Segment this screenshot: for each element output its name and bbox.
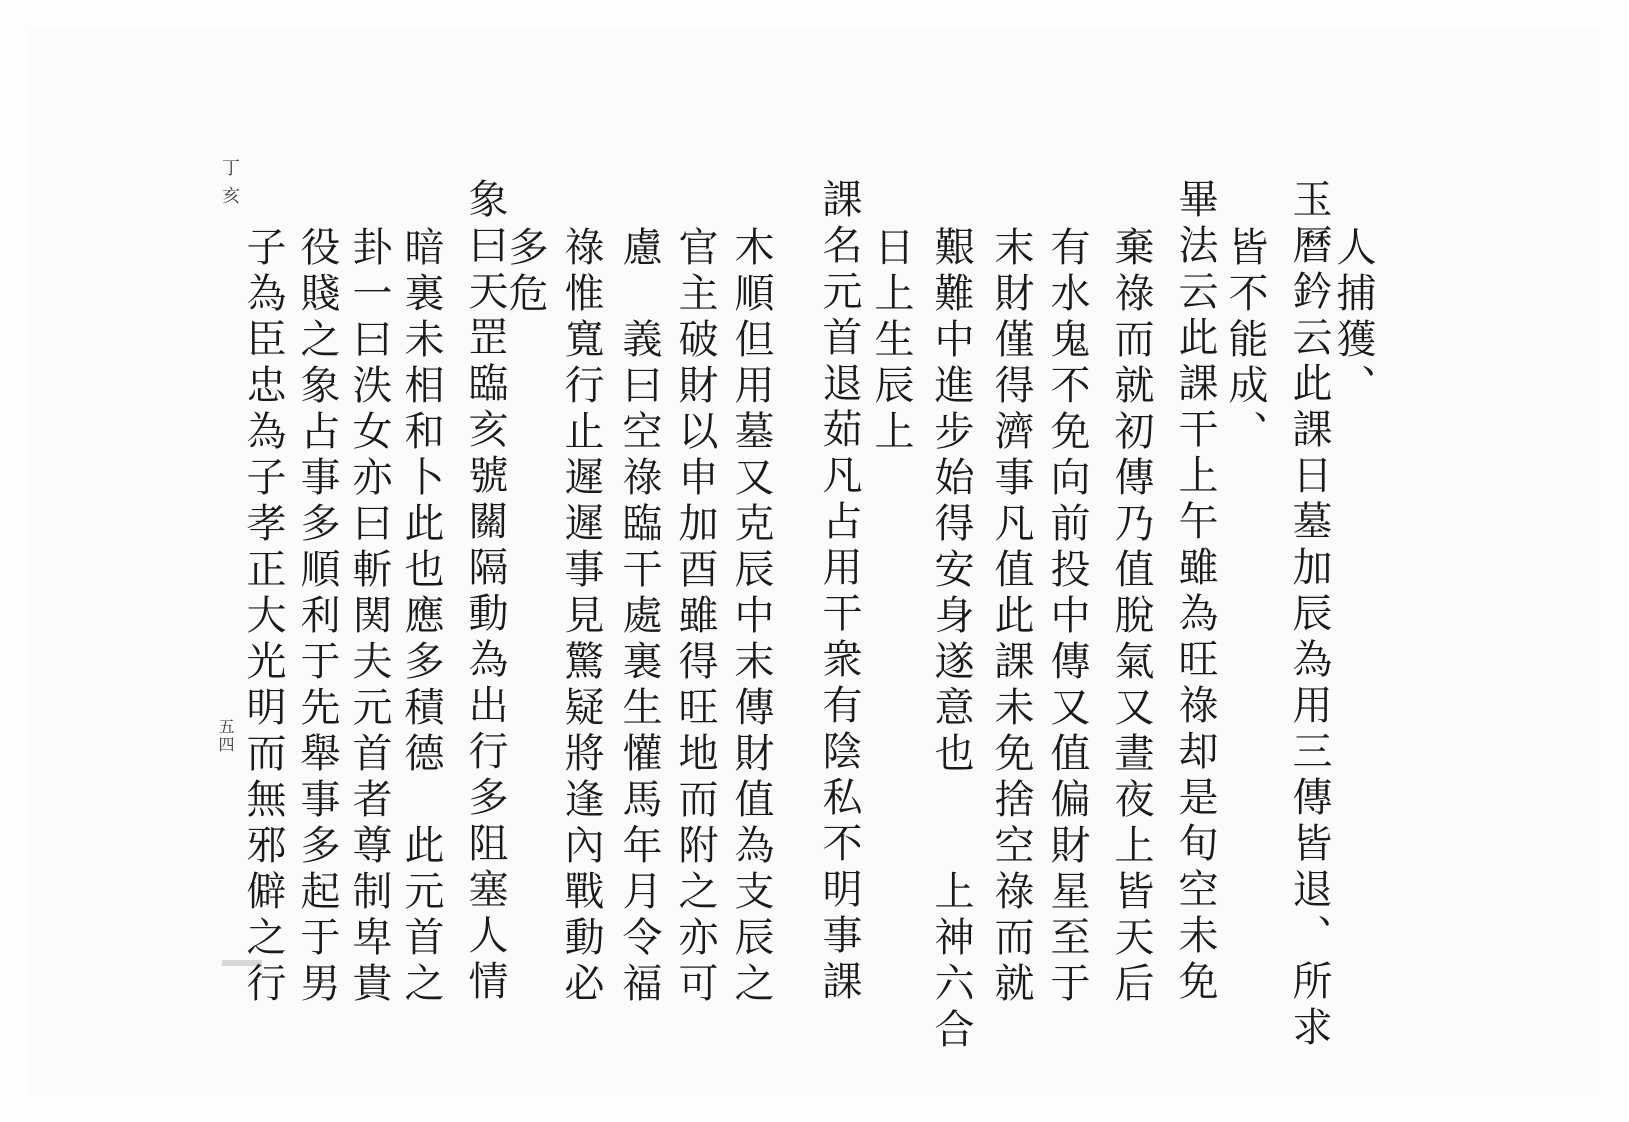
- text-column-2: 玉曆鈐云此課日墓加辰為用三傳皆退、所求: [1286, 178, 1332, 1052]
- text-column-20: 子為臣忠為子孝正大光明而無邪僻之行: [240, 226, 286, 1008]
- text-column-19: 役賤之象占事多順利于先舉事多起于男: [294, 226, 340, 1008]
- text-column-10: 課名元首退茹凡占用干衆有陰私不明事課: [816, 178, 862, 1006]
- text-column-6: 有水鬼不免向前投中傳又值偏財星至于: [1044, 226, 1090, 1008]
- text-column-5: 棄祿而就初傳乃值脫氣又晝夜上皆天后: [1108, 226, 1154, 1008]
- text-column-4: 畢法云此課干上午雖為旺祿却是旬空未免: [1172, 178, 1218, 1006]
- text-column-9: 日上生辰上: [868, 226, 914, 456]
- page-number: 五四: [216, 718, 235, 754]
- text-column-3: 皆不能成、: [1222, 226, 1268, 456]
- text-column-15: 多危: [502, 226, 548, 318]
- text-block: [235, 170, 1395, 1054]
- text-column-8: 艱難中進步始得安身遂意也 上神六合: [928, 226, 974, 1054]
- text-column-13: 慮 義曰空祿臨干處裏生懽馬年月令福: [616, 226, 662, 1008]
- text-column-7: 末財僅得濟事凡值此課未免捨空祿而就: [988, 226, 1034, 1008]
- text-column-17: 暗裏未相和卜此也應多積德 此元首之: [398, 226, 444, 1008]
- text-column-14: 祿惟寬行止遲遲事見驚疑將逢內戰動必: [558, 226, 604, 1008]
- text-column-12: 官主破財以申加酉雖得旺地而附之亦可: [672, 226, 718, 1008]
- text-column-11: 木順但用墓又克辰中末傳財值為支辰之: [728, 226, 774, 1008]
- text-column-16: 象曰天罡臨亥號關隔動為出行多阻塞人情: [462, 178, 508, 1006]
- margin-note: 丁亥: [219, 158, 240, 214]
- text-column-1: 人捕獲、: [1330, 226, 1376, 410]
- text-column-18: 卦一曰泆女亦曰斬関夫元首者尊制卑貴: [346, 226, 392, 1008]
